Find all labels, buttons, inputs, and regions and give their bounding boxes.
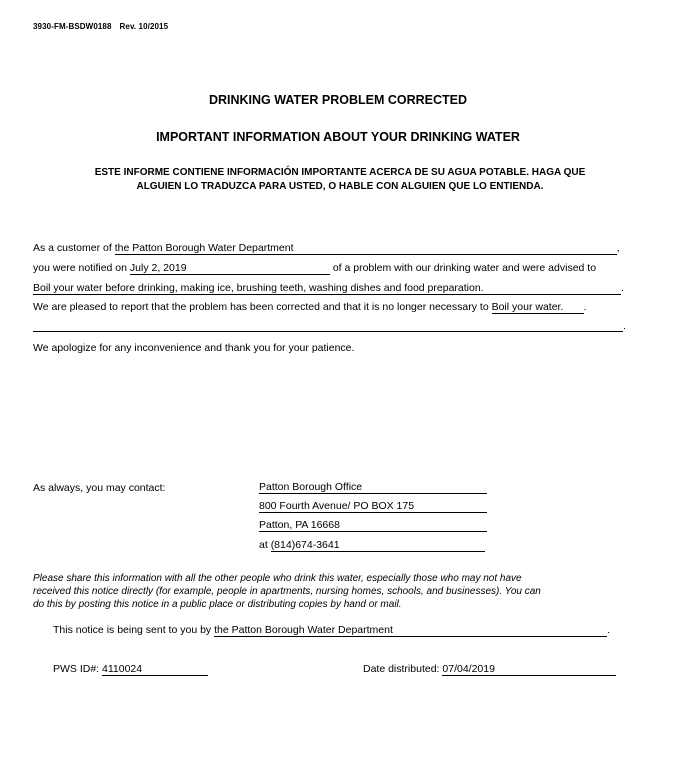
page-title: DRINKING WATER PROBLEM CORRECTED bbox=[208, 93, 468, 107]
share-notice bbox=[33, 572, 633, 611]
form-number-text: 3930-FM-BSDW0188 bbox=[33, 22, 112, 31]
spanish-notice bbox=[40, 166, 640, 194]
apology-text: We apologize for any inconvenience and thank you for your patience. bbox=[33, 342, 355, 354]
contact-phone: (814)674-3641 bbox=[271, 539, 485, 552]
comma: , bbox=[616, 242, 620, 254]
notified-date-field: July 2, 2019 bbox=[130, 262, 330, 275]
spanish-notice-line1: ESTE INFORME CONTIENE INFORMACIÓN IMPORTANTE ACERCA DE SU AGUA POTABLE. HAGA QUE bbox=[94, 167, 586, 178]
notified-suffix: of a problem with our drinking water and were advised to bbox=[332, 262, 597, 274]
corrected-line bbox=[33, 301, 587, 314]
page-subtitle: IMPORTANT INFORMATION ABOUT YOUR DRINKING WATER bbox=[156, 130, 520, 144]
contact-address-line bbox=[259, 500, 487, 513]
contact-phone-line bbox=[259, 539, 485, 552]
contact-address: 800 Fourth Avenue/ PO BOX 175 bbox=[259, 500, 487, 513]
notified-prefix: you were notified on bbox=[33, 262, 127, 274]
sender-line bbox=[53, 624, 610, 637]
period: . bbox=[583, 301, 587, 313]
pws-id: 4110024 bbox=[102, 663, 208, 676]
period: . bbox=[607, 624, 611, 636]
share-notice-line3: do this by posting this notice in a public place or distributing copies by hand or mail. bbox=[33, 599, 402, 610]
pws-id-line bbox=[53, 663, 208, 676]
revision-text: Rev. 10/2015 bbox=[119, 22, 169, 31]
date-label: Date distributed: bbox=[363, 663, 440, 675]
customer-line bbox=[33, 242, 620, 255]
pws-label: PWS ID#: bbox=[53, 663, 100, 675]
contact-label: As always, you may contact: bbox=[33, 482, 166, 494]
advice-line bbox=[33, 282, 624, 295]
water-system-field: the Patton Borough Water Department bbox=[115, 242, 617, 255]
contact-city: Patton, PA 16668 bbox=[259, 519, 487, 532]
blank-line bbox=[33, 331, 623, 332]
contact-name-line bbox=[259, 481, 487, 494]
sender-name: the Patton Borough Water Department bbox=[214, 624, 607, 637]
contact-name: Patton Borough Office bbox=[259, 481, 487, 494]
notified-line bbox=[33, 262, 596, 275]
form-number bbox=[33, 22, 168, 31]
share-notice-line2: received this notice directly (for example, people in apartments, nursing homes, schools, and businesses). You can bbox=[33, 586, 541, 597]
corrected-prefix: We are pleased to report that the problem has been corrected and that it is no longer necessary to bbox=[33, 301, 489, 313]
advice-field: Boil your water before drinking, making ice, brushing teeth, washing dishes and food preparation. bbox=[33, 282, 621, 295]
sender-prefix: This notice is being sent to you by bbox=[53, 624, 212, 636]
spanish-notice-line2: ALGUIEN LO TRADUZCA PARA USTED, O HABLE CON ALGUIEN QUE LO ENTIENDA. bbox=[136, 181, 544, 192]
date-distributed: 07/04/2019 bbox=[442, 663, 616, 676]
period: . bbox=[621, 282, 624, 294]
customer-prefix: As a customer of bbox=[33, 242, 112, 254]
share-notice-line1: Please share this information with all the other people who drink this water, especially those who may not have bbox=[33, 573, 522, 584]
corrected-action-field: Boil your water. bbox=[492, 301, 584, 314]
phone-prefix: at bbox=[259, 539, 268, 551]
date-distributed-line bbox=[363, 663, 616, 676]
period: . bbox=[623, 320, 626, 332]
contact-city-line bbox=[259, 519, 487, 532]
